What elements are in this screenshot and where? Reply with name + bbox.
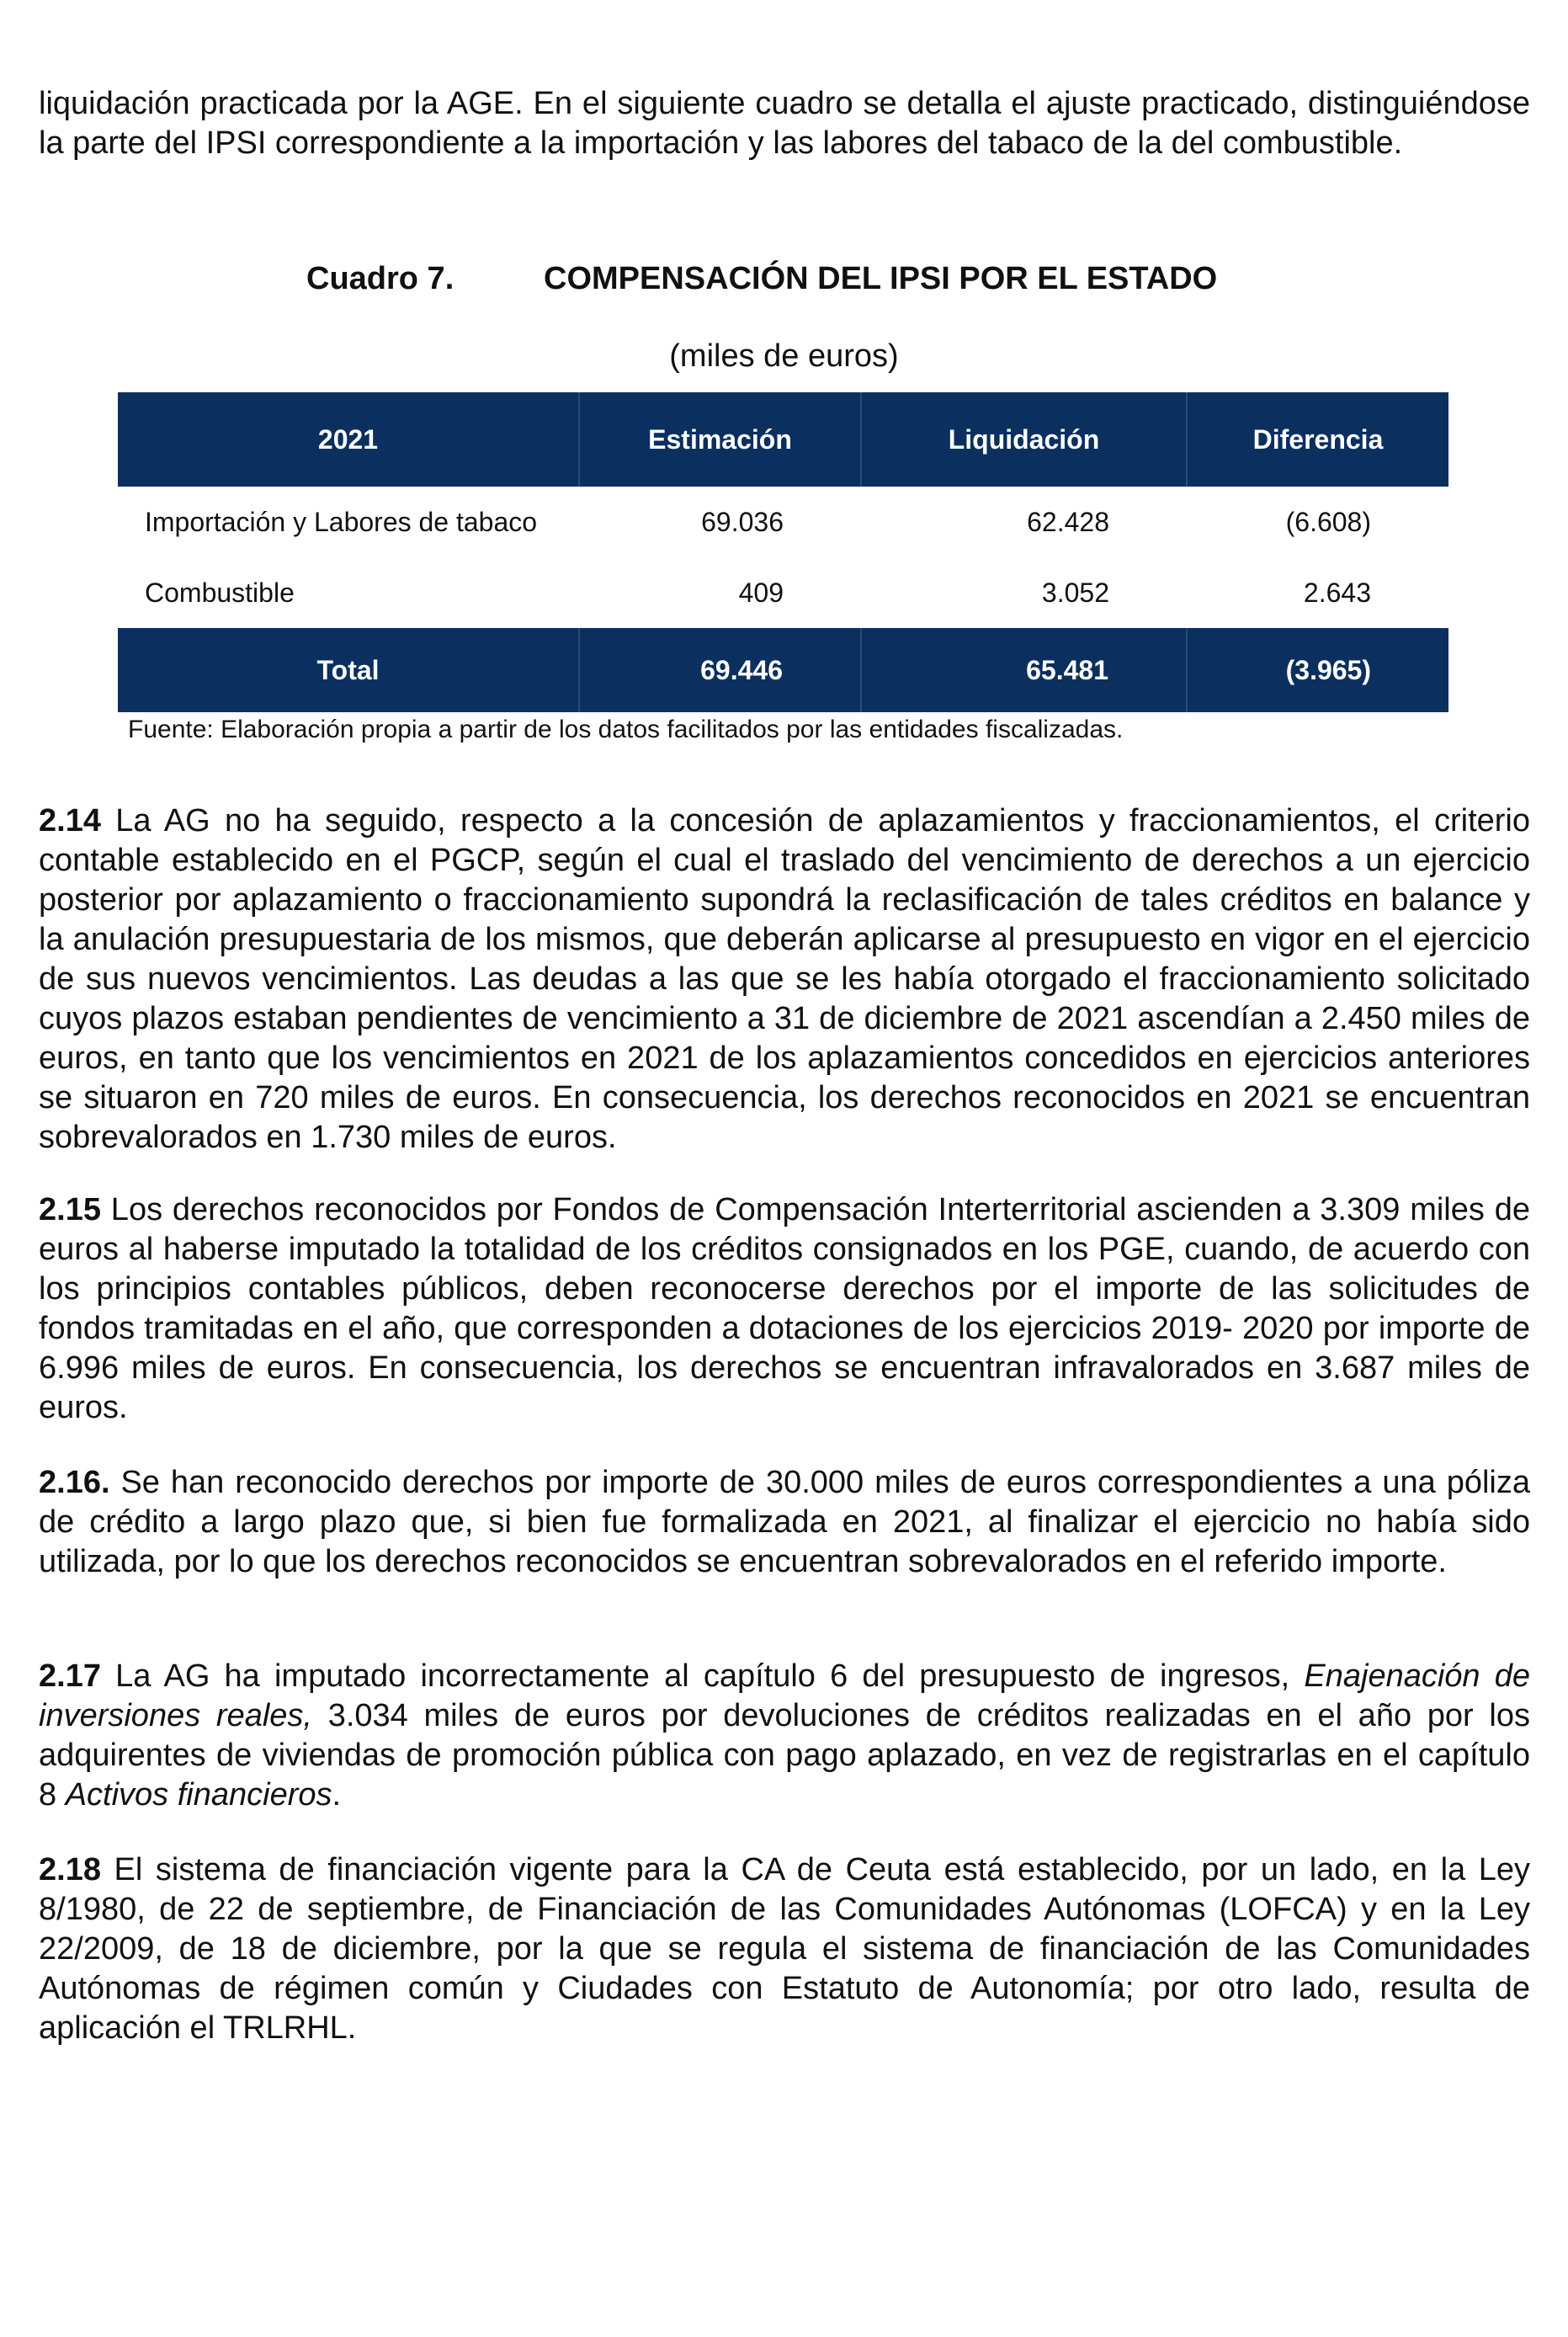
cell-liquidacion: 3.052 — [1041, 577, 1109, 608]
paragraph-2-14 — [39, 801, 1530, 1158]
row-label: Combustible — [145, 577, 295, 608]
header-liquidacion: Liquidación — [861, 392, 1187, 487]
table-source-note: Fuente: Elaboración propia a partir de los datos facilitados por las entidades fiscalizadas. — [128, 716, 1124, 743]
paragraph-text: . — [332, 1777, 342, 1813]
paragraph-2-18 — [39, 1850, 1530, 2048]
compensation-table — [118, 392, 1448, 712]
table-caption-label: Cuadro 7. — [306, 261, 454, 296]
italic-term: Activos financieros — [65, 1777, 332, 1813]
italic-term: Enajenación de inversiones reales, — [39, 1658, 1530, 1733]
intro-paragraph: liquidación practicada por la AGE. En el siguiente cuadro se detalla el ajuste practicado, distinguiéndose la parte del IPSI correspondiente a la importación y las labores del tabaco de la del combustible. — [39, 86, 1530, 161]
paragraph-text: El sistema de financiación vigente para la CA de Ceuta está establecido, por un lado, en la Ley 8/1980, de 22 de septiembre, de Financiación de las Comunidades Autónomas (LOFCA) y en la Ley 22/2009, de 18 de diciembre, por la que se regula el sistema de financiación de las Comunidades Autónomas de régimen común y Ciudades con Estatuto de Autonomía; por otro lado, resulta de aplicación el TRLRHL. — [39, 1852, 1530, 2046]
total-liquidacion: 65.481 — [861, 628, 1187, 712]
cell-diferencia: (6.608) — [1285, 506, 1371, 537]
paragraph-text: 3.034 miles de euros por devoluciones de créditos realizadas en el año por los adquirentes de viviendas de promoción pública con pago aplazado, en vez de registrarlas en el capítulo 8 — [39, 1698, 1530, 1813]
table-total-row — [118, 628, 1448, 712]
paragraph-text: La AG no ha seguido, respecto a la concesión de aplazamientos y fraccionamientos, el criterio contable establecido en el PGCP, según el cual el traslado del vencimiento de derechos a un ejercicio posterior por aplazamiento o fraccionamiento supondrá la reclasificación de tales créditos en balance y la anulación presupuestaria de los mismos, que deberán aplicarse al presupuesto en vigor en el ejercicio de sus nuevos vencimientos. Las deudas a las que se les había otorgado el fraccionamiento solicitado cuyos plazos estaban pendientes de vencimiento a 31 de diciembre de 2021 ascendían a 2.450 miles de euros, en tanto que los vencimientos en 2021 de los aplazamientos concedidos en ejercicios anteriores se situaron en 720 miles de euros. En consecuencia, los derechos reconocidos en 2021 se encuentran sobrevalorados en 1.730 miles de euros. — [39, 803, 1530, 1155]
paragraph-text: Se han reconocido derechos por importe de 30.000 miles de euros correspondientes a una póliza de crédito a largo plazo que, si bien fue formalizada en 2021, al finalizar el ejercicio no había sido utilizada, por lo que los derechos reconocidos se encuentran sobrevalorados en el referido importe. — [39, 1465, 1530, 1579]
paragraph-2-16 — [39, 1463, 1530, 1582]
header-year: 2021 — [118, 392, 579, 487]
table-header-row — [118, 392, 1448, 487]
paragraph-number: 2.18 — [39, 1852, 101, 1887]
paragraph-number: 2.17 — [39, 1658, 101, 1694]
table-row — [118, 557, 1448, 628]
cell-estimacion: 409 — [738, 577, 784, 608]
paragraph-number: 2.14 — [39, 803, 101, 838]
table-units: (miles de euros) — [669, 338, 899, 374]
header-diferencia: Diferencia — [1187, 392, 1448, 487]
total-label: Total — [118, 628, 579, 712]
cell-diferencia: 2.643 — [1303, 577, 1371, 608]
header-estimacion: Estimación — [579, 392, 861, 487]
table-caption-title: COMPENSACIÓN DEL IPSI POR EL ESTADO — [544, 261, 1218, 296]
cell-liquidacion: 62.428 — [1027, 506, 1109, 537]
row-label: Importación y Labores de tabaco — [145, 506, 538, 537]
table-row — [118, 487, 1448, 557]
total-diferencia: (3.965) — [1187, 628, 1448, 712]
paragraph-2-15 — [39, 1190, 1530, 1428]
paragraph-2-17 — [39, 1657, 1530, 1815]
paragraph-number: 2.16. — [39, 1465, 110, 1500]
paragraph-text: La AG ha imputado incorrectamente al capítulo 6 del presupuesto de ingresos, — [100, 1658, 1305, 1694]
paragraph-number: 2.15 — [39, 1192, 101, 1227]
cell-estimacion: 69.036 — [701, 506, 784, 537]
paragraph-text: Los derechos reconocidos por Fondos de Compensación Interterritorial ascienden a 3.309 miles de euros al haberse imputado la totalidad de los créditos consignados en los PGE, cuando, de acuerdo con los principios contables públicos, deben reconocerse derechos por el importe de las solicitudes de fondos tramitadas en el año, que corresponden a dotaciones de los ejercicios 2019- 2020 por importe de 6.996 miles de euros. En consecuencia, los derechos se encuentran infravalorados en 3.687 miles de euros. — [39, 1192, 1530, 1425]
total-estimacion: 69.446 — [579, 628, 861, 712]
